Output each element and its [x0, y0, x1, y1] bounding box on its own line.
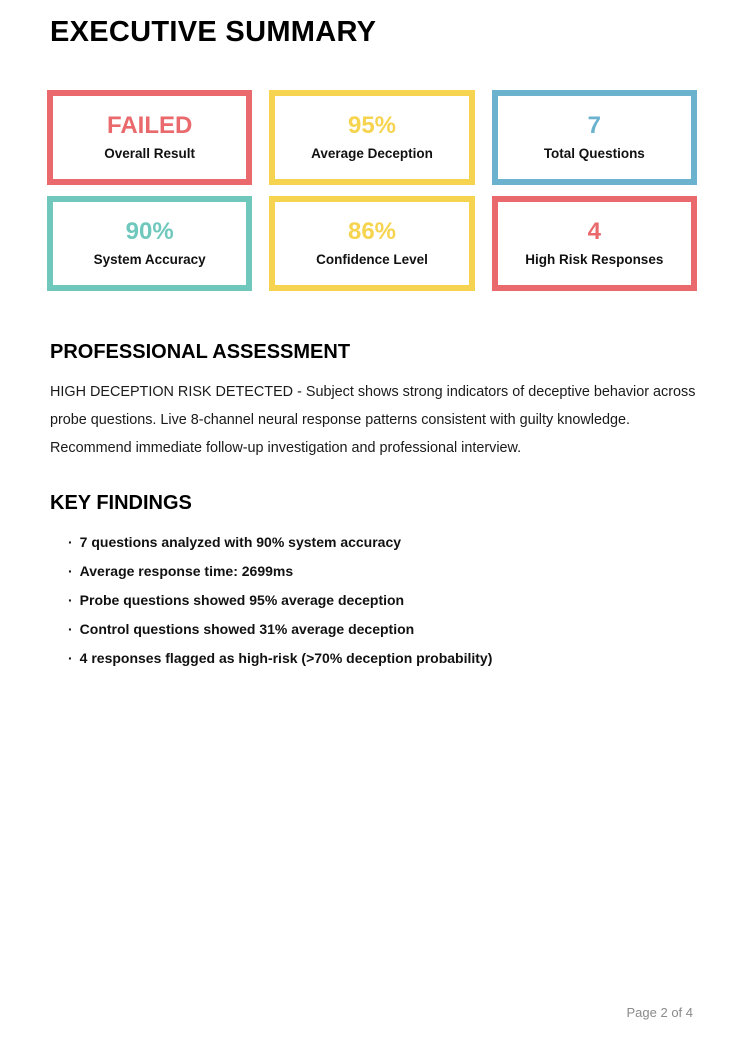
bullet-icon: · [68, 592, 73, 608]
metric-card-system-accuracy [47, 196, 252, 291]
metric-card-overall-result [47, 90, 252, 185]
bullet-icon: · [68, 534, 73, 550]
metric-cards-grid [47, 90, 697, 291]
key-finding-text: Probe questions showed 95% average deception [79, 592, 405, 608]
metric-value: 4 [587, 218, 601, 246]
metric-label: Total Questions [543, 146, 645, 162]
key-finding-item [68, 621, 743, 637]
key-finding-item [68, 534, 743, 550]
key-finding-item [68, 650, 743, 666]
key-finding-item [68, 563, 743, 579]
bullet-icon: · [68, 621, 73, 637]
page-number: Page 2 of 4 [626, 1005, 693, 1020]
key-finding-item [68, 592, 743, 608]
key-finding-text: Average response time: 2699ms [79, 563, 294, 579]
key-finding-text: 7 questions analyzed with 90% system accuracy [79, 534, 402, 550]
metric-label: High Risk Responses [525, 252, 664, 268]
metric-value: 95% [347, 112, 397, 140]
findings-section-heading: KEY FINDINGS [50, 492, 192, 514]
metric-card-total-questions [492, 90, 697, 185]
key-findings-list [0, 534, 743, 666]
metric-label: Average Deception [311, 146, 433, 162]
metric-card-high-risk-responses [492, 196, 697, 291]
metric-card-average-deception [269, 90, 474, 185]
metric-value: 7 [587, 112, 601, 140]
metric-value: 90% [125, 218, 174, 246]
assessment-body-text: HIGH DECEPTION RISK DETECTED - Subject shows strong indicators of deceptive behavior across probe questions. Live 8-channel neural response patterns consistent with guilty knowledge. Recommend immediate follow-up investigation and professional interview. [50, 384, 696, 456]
metric-label: Confidence Level [316, 252, 428, 268]
metric-value: 86% [347, 218, 397, 246]
page-title: EXECUTIVE SUMMARY [50, 16, 377, 48]
assessment-section-heading: PROFESSIONAL ASSESSMENT [50, 341, 351, 363]
key-finding-text: Control questions showed 31% average deception [79, 621, 415, 637]
key-finding-text: 4 responses flagged as high-risk (>70% deception probability) [79, 650, 493, 666]
metric-value: FAILED [106, 112, 193, 140]
bullet-icon: · [68, 563, 73, 579]
metric-label: System Accuracy [93, 252, 206, 268]
metric-label: Overall Result [104, 146, 196, 162]
metric-card-confidence-level [269, 196, 474, 291]
bullet-icon: · [68, 650, 73, 666]
